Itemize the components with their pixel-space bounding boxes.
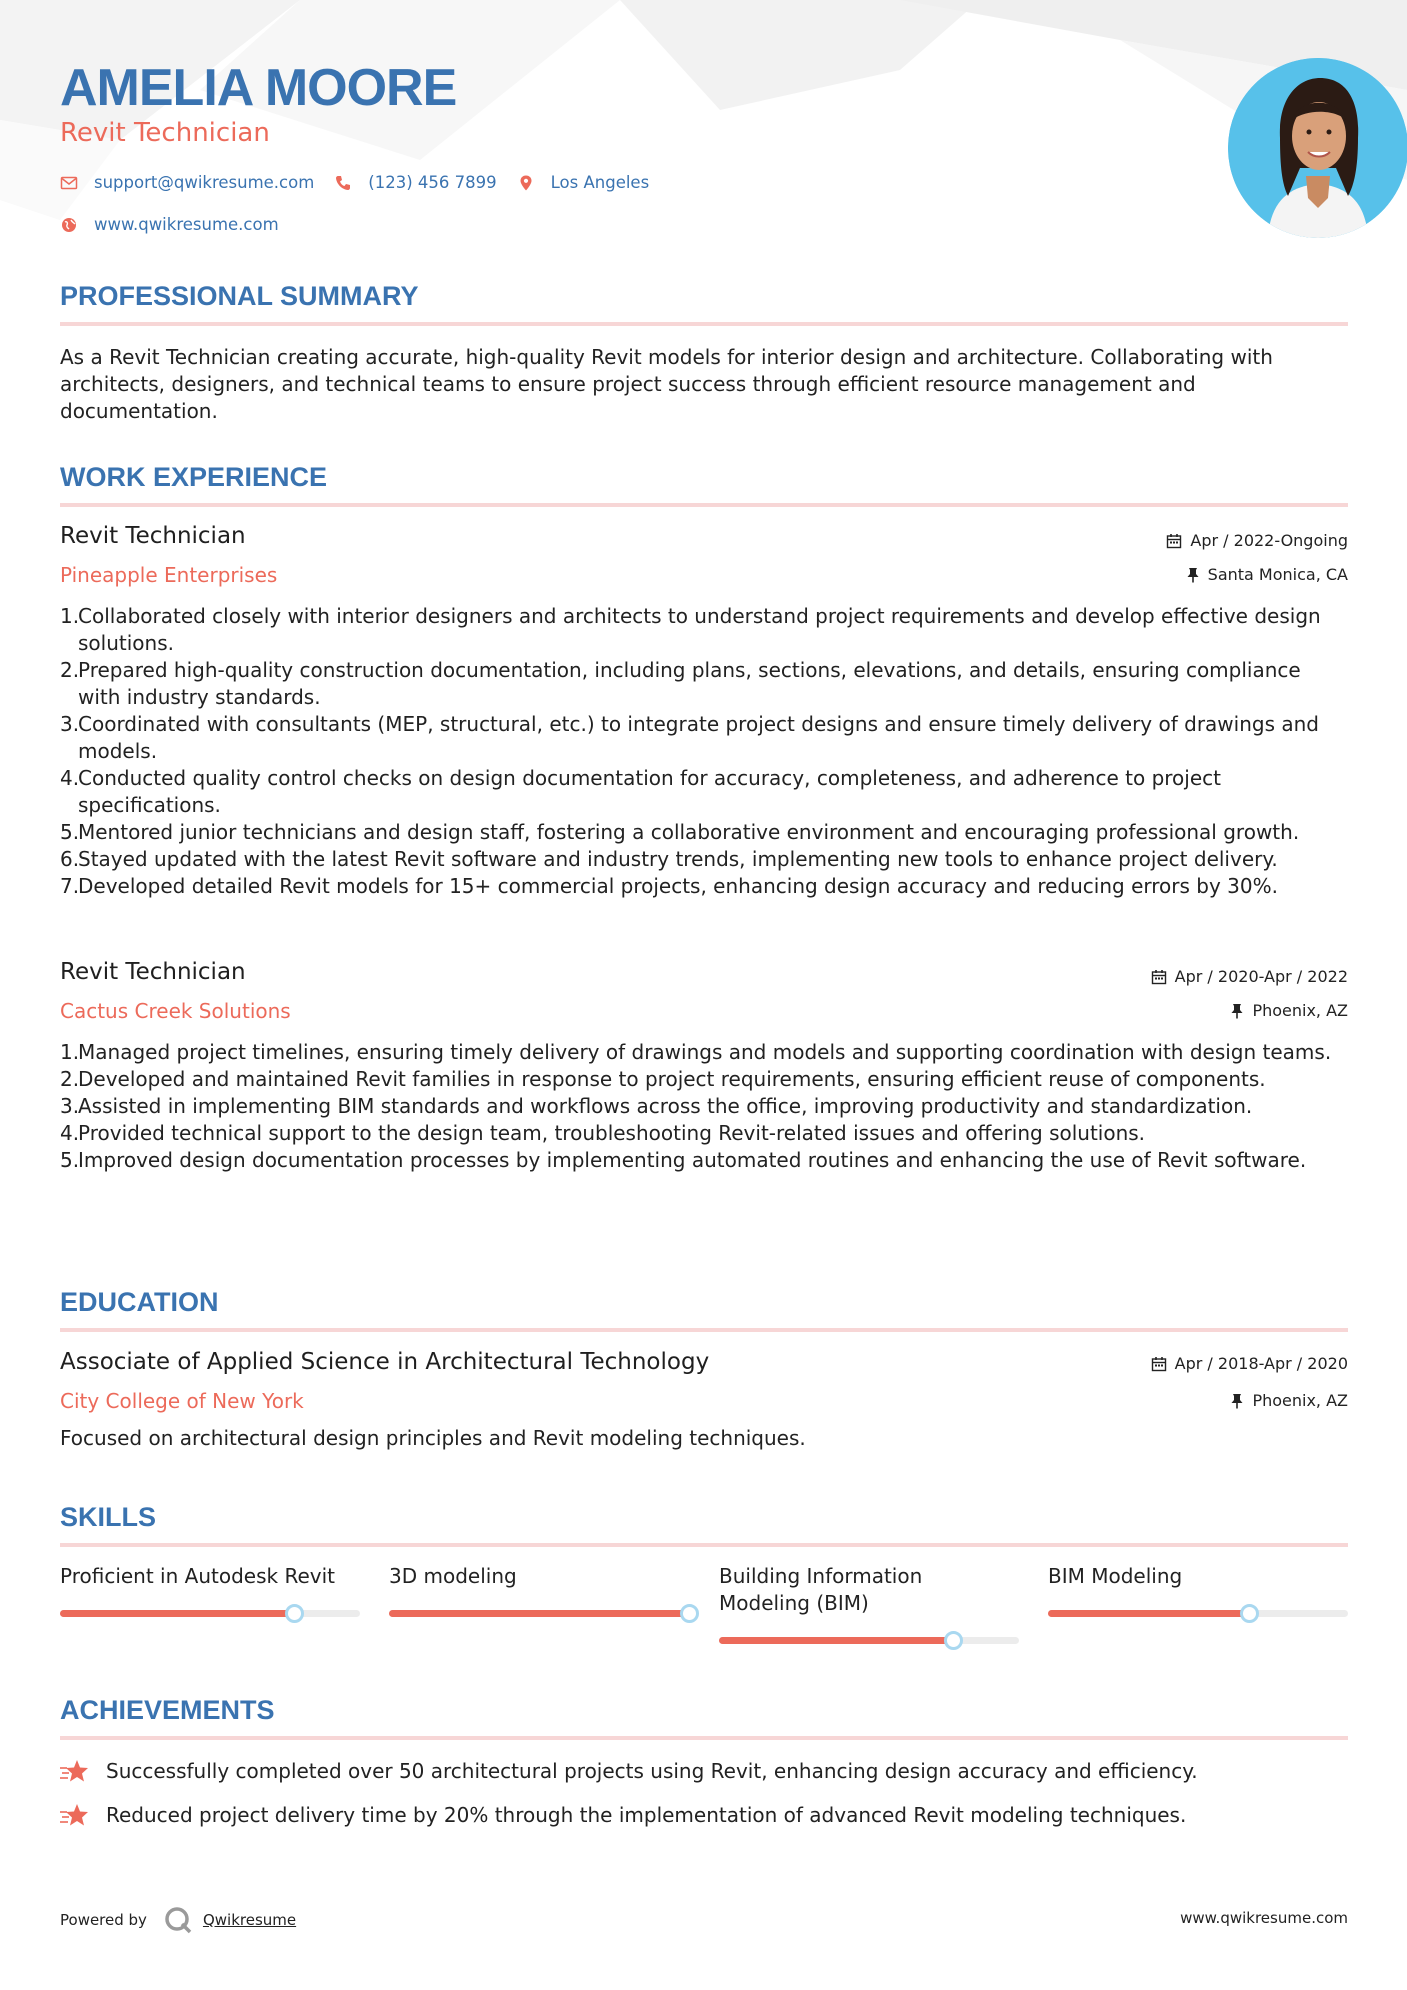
skill-bar-knob — [285, 1604, 304, 1623]
footer-url[interactable]: www.qwikresume.com — [1180, 1909, 1348, 1927]
list-item: Provided technical support to the design team, troubleshooting Revit-related issues and offering solutions. — [78, 1121, 1146, 1145]
contact-row-primary — [60, 173, 669, 192]
map-pin-icon — [517, 174, 535, 192]
list-item: Collaborated closely with interior designers and architects to understand project requirements and develop effective design solutions. — [78, 604, 1321, 655]
achievement-item — [60, 1758, 1198, 1784]
pushpin-icon — [1186, 567, 1200, 583]
job-1-dates-text: Apr / 2022-Ongoing — [1190, 531, 1348, 550]
skill-item — [719, 1563, 1019, 1617]
skill-bar-fill — [389, 1610, 689, 1617]
skill-bar-fill — [60, 1610, 294, 1617]
skills-heading: SKILLS — [60, 1502, 1348, 1547]
job-2-location — [1230, 1001, 1348, 1020]
job-2-dates — [1151, 967, 1348, 986]
contact-email[interactable] — [60, 173, 314, 192]
list-item: Coordinated with consultants (MEP, structural, etc.) to integrate project designs and ensure timely delivery of drawings and models. — [78, 712, 1319, 763]
powered-by — [60, 1905, 296, 1935]
candidate-name: AMELIA MOORE — [60, 59, 457, 117]
profile-photo-illustration — [1228, 58, 1407, 238]
job-2-bullets — [60, 1039, 1348, 1174]
education-location-text: Phoenix, AZ — [1252, 1391, 1348, 1410]
profile-photo — [1228, 58, 1407, 238]
achievement-text: Reduced project delivery time by 20% through the implementation of advanced Revit modeling techniques. — [106, 1803, 1187, 1827]
job-2-location-text: Phoenix, AZ — [1252, 1001, 1348, 1020]
job-2-company: Cactus Creek Solutions — [60, 999, 291, 1023]
pushpin-icon — [1230, 1003, 1244, 1019]
star-badge-icon — [60, 1802, 90, 1828]
education-dates — [1151, 1354, 1348, 1373]
education-dates-text: Apr / 2018-Apr / 2020 — [1174, 1354, 1348, 1373]
list-item: Managed project timelines, ensuring timely delivery of drawings and models and supporting coordination with design teams. — [78, 1040, 1332, 1064]
skill-bar — [60, 1610, 360, 1617]
skill-bar — [1048, 1610, 1348, 1617]
phone-icon — [334, 174, 352, 192]
calendar-icon — [1151, 969, 1167, 985]
skill-bar — [719, 1637, 1019, 1644]
envelope-icon — [60, 174, 78, 192]
skill-name: Proficient in Autodesk Revit — [60, 1564, 335, 1588]
skill-bar-knob — [1240, 1604, 1259, 1623]
location-text: Los Angeles — [550, 173, 650, 192]
list-item: Developed and maintained Revit families in response to project requirements, ensuring efficient reuse of components. — [78, 1067, 1266, 1091]
achievements-heading: ACHIEVEMENTS — [60, 1695, 1348, 1740]
skill-bar-fill — [1048, 1610, 1249, 1617]
globe-icon — [60, 216, 78, 234]
list-item: Developed detailed Revit models for 15+ commercial projects, enhancing design accuracy and reducing errors by 30%. — [78, 874, 1278, 898]
skill-item — [389, 1563, 689, 1590]
list-item: Conducted quality control checks on design documentation for accuracy, completeness, and adherence to project specifications. — [78, 766, 1221, 817]
skill-name: Building Information Modeling (BIM) — [719, 1564, 923, 1615]
achievement-text: Successfully completed over 50 architectural projects using Revit, enhancing design accuracy and efficiency. — [106, 1759, 1198, 1783]
powered-by-label: Powered by — [60, 1911, 147, 1929]
website-text: www.qwikresume.com — [94, 215, 279, 234]
phone-text: (123) 456 7899 — [368, 173, 497, 192]
education-location — [1230, 1391, 1348, 1410]
job-1-title: Revit Technician — [60, 523, 246, 549]
achievement-item — [60, 1802, 1186, 1828]
contact-location — [517, 173, 650, 192]
skill-bar — [389, 1610, 689, 1617]
skill-bar-knob — [944, 1631, 963, 1650]
candidate-title: Revit Technician — [60, 118, 270, 148]
education-heading: EDUCATION — [60, 1287, 1348, 1332]
education-degree: Associate of Applied Science in Architectural Technology — [60, 1349, 710, 1375]
skill-name: BIM Modeling — [1048, 1564, 1183, 1588]
list-item: Assisted in implementing BIM standards and workflows across the office, improving productivity and standardization. — [78, 1094, 1253, 1118]
job-2-dates-text: Apr / 2020-Apr / 2022 — [1174, 967, 1348, 986]
qwikresume-link[interactable]: Qwikresume — [202, 1911, 297, 1929]
list-item: Mentored junior technicians and design staff, fostering a collaborative environment and encouraging professional growth. — [78, 820, 1300, 844]
calendar-icon — [1151, 1356, 1167, 1372]
experience-heading: WORK EXPERIENCE — [60, 462, 1348, 507]
list-item: Stayed updated with the latest Revit software and industry trends, implementing new tools to enhance project delivery. — [78, 847, 1278, 871]
contact-row-secondary — [60, 215, 299, 234]
job-2-title: Revit Technician — [60, 959, 246, 985]
qwikresume-logo-icon — [163, 1905, 193, 1935]
skill-item — [1048, 1563, 1348, 1590]
summary-heading: PROFESSIONAL SUMMARY — [60, 281, 1348, 326]
calendar-icon — [1166, 533, 1182, 549]
email-text: support@qwikresume.com — [94, 173, 315, 192]
job-1-location-text: Santa Monica, CA — [1207, 565, 1348, 584]
skill-bar-knob — [680, 1604, 699, 1623]
pushpin-icon — [1230, 1393, 1244, 1409]
education-school: City College of New York — [60, 1389, 304, 1413]
list-item: Prepared high-quality construction documentation, including plans, sections, elevations, and details, ensuring compliance with industry standards. — [78, 658, 1301, 709]
job-1-dates — [1166, 531, 1348, 550]
summary-text: As a Revit Technician creating accurate, high-quality Revit models for interior design and architecture. Collaborating with architects, designers, and technical teams to ensure project success through efficient resource management and documentation. — [60, 345, 1273, 423]
job-1-company: Pineapple Enterprises — [60, 563, 278, 587]
contact-website[interactable] — [60, 215, 279, 234]
job-1-bullets — [60, 603, 1348, 900]
education-description: Focused on architectural design principles and Revit modeling techniques. — [60, 1426, 806, 1450]
skill-bar-fill — [719, 1637, 953, 1644]
star-badge-icon — [60, 1758, 90, 1784]
contact-phone[interactable] — [334, 173, 496, 192]
skill-name: 3D modeling — [389, 1564, 517, 1588]
skill-item — [60, 1563, 360, 1590]
list-item: Improved design documentation processes by implementing automated routines and enhancing the use of Revit software. — [78, 1148, 1307, 1172]
job-1-location — [1186, 565, 1348, 584]
